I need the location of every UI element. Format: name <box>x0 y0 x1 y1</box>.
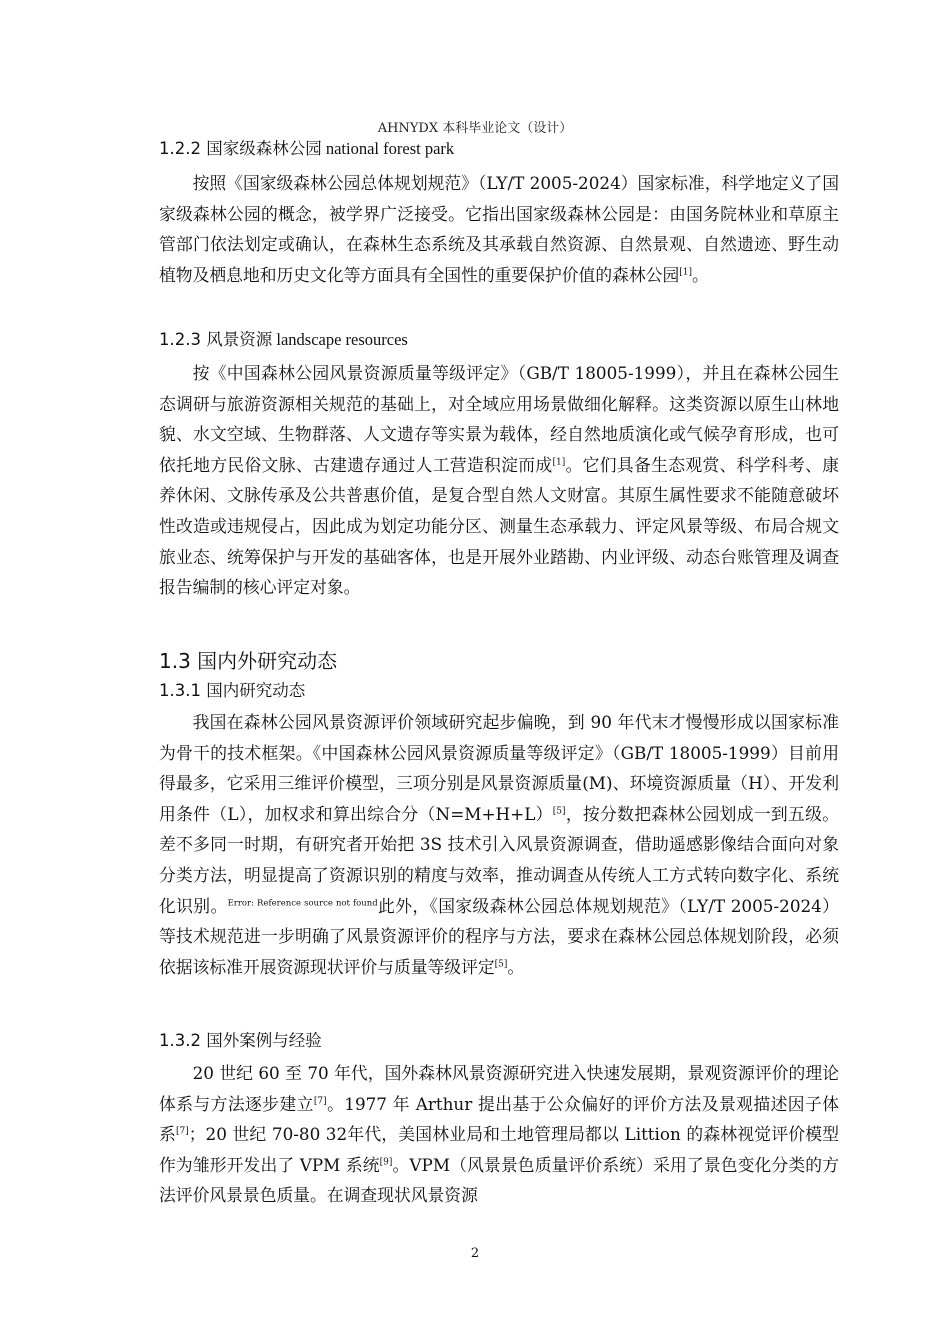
reference-error-note: Error: Reference source not found <box>227 897 378 908</box>
citation: [7] <box>313 1096 327 1106</box>
paragraph-1-2-3 <box>159 358 839 603</box>
section-1-2-2 <box>159 138 839 160</box>
paragraph-1-3-1: 我国在森林公园风景资源评价领域研究起步偏晚，到 90 年代末才慢慢形成以国家标准为骨干的技术框架。《中国森林公园风景资源质量等级评定》（GB/T 18005-1999）目前用得最多，它采用三维评价模型，三项分别是风景资源质量(M)、环境资源质量（H）、开发利用条件（L），加权求和算出综合分（N=M+H+L）[5]，按分数把森林公园划成一到五级。差不多同一时期，有研究者开始把 3S 技术引入风景资源调查，借助遥感影像结合面向对象分类方法，明显提高了资源识别的精度与效率，推动调查从传统人工方式转向数字化、系统化识别。$^{Error: Reference source not found}$此外，《国家级森林公园总体规划规范》（LY/T 2005-2024）等技术规范进一步明确了风景资源评价的程序与方法，要求在森林公园总体规划阶段，必须依据该标准开展资源现状评价与质量等级评定[5]。 <box>159 712 839 977</box>
heading-1-3: 1.3 国内外研究动态 <box>159 649 338 673</box>
citation: [5] <box>552 806 566 817</box>
heading-1-2-3: 1.2.3 风景资源 landscape resources <box>159 330 408 349</box>
paragraph-1-2-2: 按照《国家级森林公园总体规划规范》（LY/T 2005-2024）国家标准，科学地定义了国家级森林公园的概念，被学界广泛接受。它指出国家级森林公园是：由国务院林业和草原主管部门依法划定或确认，在森林生态系统及其承载自然资源、自然景观、自然遗迹、野生动植物及栖息地和历史文化等方面具有全国性的重要保护价值的森林公园[1]。 <box>159 173 839 285</box>
paragraph-1-3-2 <box>159 1058 839 1211</box>
paragraph-text: 。VPM（风景景色质量评价系统）采用了景色变化分类的方法评价风景景色质量。在调查现状风景资源 <box>159 1154 839 1206</box>
citation: [1] <box>679 267 692 278</box>
paragraph-text: 。它们具备生态观赏、科学科考、康养休闲、文脉传承及公共普惠价值，是复合型自然人文财富。其原生属性要求不能随意破坏性改造或违规侵占，因此成为划定功能分区、测量生态承载力、评定风景等级、布局合规文旅业态、统筹保护与开发的基础客体，也是开展外业踏勘、内业评级、动态台账管理及调查报告编制的核心评定对象。 <box>159 454 839 598</box>
paragraph-text: 。1977 年 Arthur 提出基于公众偏好的评价方法及景观描述因子体系 <box>159 1093 839 1145</box>
paragraph-text: ；20 世纪 70-80 32年代，美国林业局和土地管理局都以 Littion 的森林视觉评价模型作为雏形开发出了 VPM 系统 <box>159 1124 839 1175</box>
page-number: 2 <box>470 1246 480 1261</box>
section-1-3 <box>159 648 839 674</box>
running-header: AHNYDX 本科毕业论文（设计） <box>377 121 573 136</box>
citation: [1] <box>552 457 566 468</box>
heading-1-3-2: 1.3.2 国外案例与经验 <box>159 1031 322 1050</box>
citation: [7] <box>175 1126 189 1137</box>
section-1-3-1 <box>159 680 839 702</box>
paragraph-text: 按照《国家级森林公园总体规划规范》（LY/T 2005-2024）国家标准，科学地定义了国家级森林公园的概念，被学界广泛接受。它指出国家级森林公园是：由国务院林业和草原主管部门依法划定或确认，在森林生态系统及其承载自然资源、自然景观、自然遗迹、野生动植物及栖息地和历史文化等方面具有全国性的重要保护价值的森林公园 <box>159 173 839 285</box>
heading-1-2-2: 1.2.2 国家级森林公园 national forest park <box>159 139 455 158</box>
paragraph-text: 按《中国森林公园风景资源质量等级评定》（GB/T 18005-1999），并且在森林公园生态调研与旅游资源相关规范的基础上，对全域应用场景做细化解释。这类资源以原生山林地貌、水文空域、生物群落、人文遗存等实景为载体，经自然地质演化或气候孕育形成，也可依托地方民俗文脉、古建遗存通过人工营造积淀而成 <box>159 363 839 475</box>
heading-1-3-1: 1.3.1 国内研究动态 <box>159 681 306 700</box>
section-1-3-2 <box>159 1030 839 1052</box>
section-1-2-3 <box>159 329 839 351</box>
paragraph-text: 20 世纪 60 至 70 年代，国外森林风景资源研究进入快速发展期，景观资源评价的理论体系与方法逐步建立 <box>159 1063 839 1114</box>
citation: [5] <box>494 959 508 970</box>
paragraph-text: 我国在森林公园风景资源评价领域研究起步偏晚，到 90 年代末才慢慢形成以国家标准为骨干的技术框架。《中国森林公园风景资源质量等级评定》（GB/T 18005-1999）目前用得最多，它采用三维评价模型，三项分别是风景资源质量(M)、环境资源质量（H）、开发利用条件（L），加权求和算出综合分（N=M+H+L） <box>159 712 839 824</box>
paragraph-text: ，按分数把森林公园划成一到五级。差不多同一时期，有研究者开始把 3S 技术引入风景资源调查，借助遥感影像结合面向对象分类方法，明显提高了资源识别的精度与效率，推动调查从传统人工方式转向数字化、系统化识别。 <box>159 803 839 916</box>
paragraph-text: 此外，《国家级森林公园总体规划规范》（LY/T 2005-2024）等技术规范进一步明确了风景资源评价的程序与方法，要求在森林公园总体规划阶段，必须依据该标准开展资源现状评价与质量等级评定 <box>159 895 839 977</box>
citation: [9] <box>379 1157 393 1168</box>
